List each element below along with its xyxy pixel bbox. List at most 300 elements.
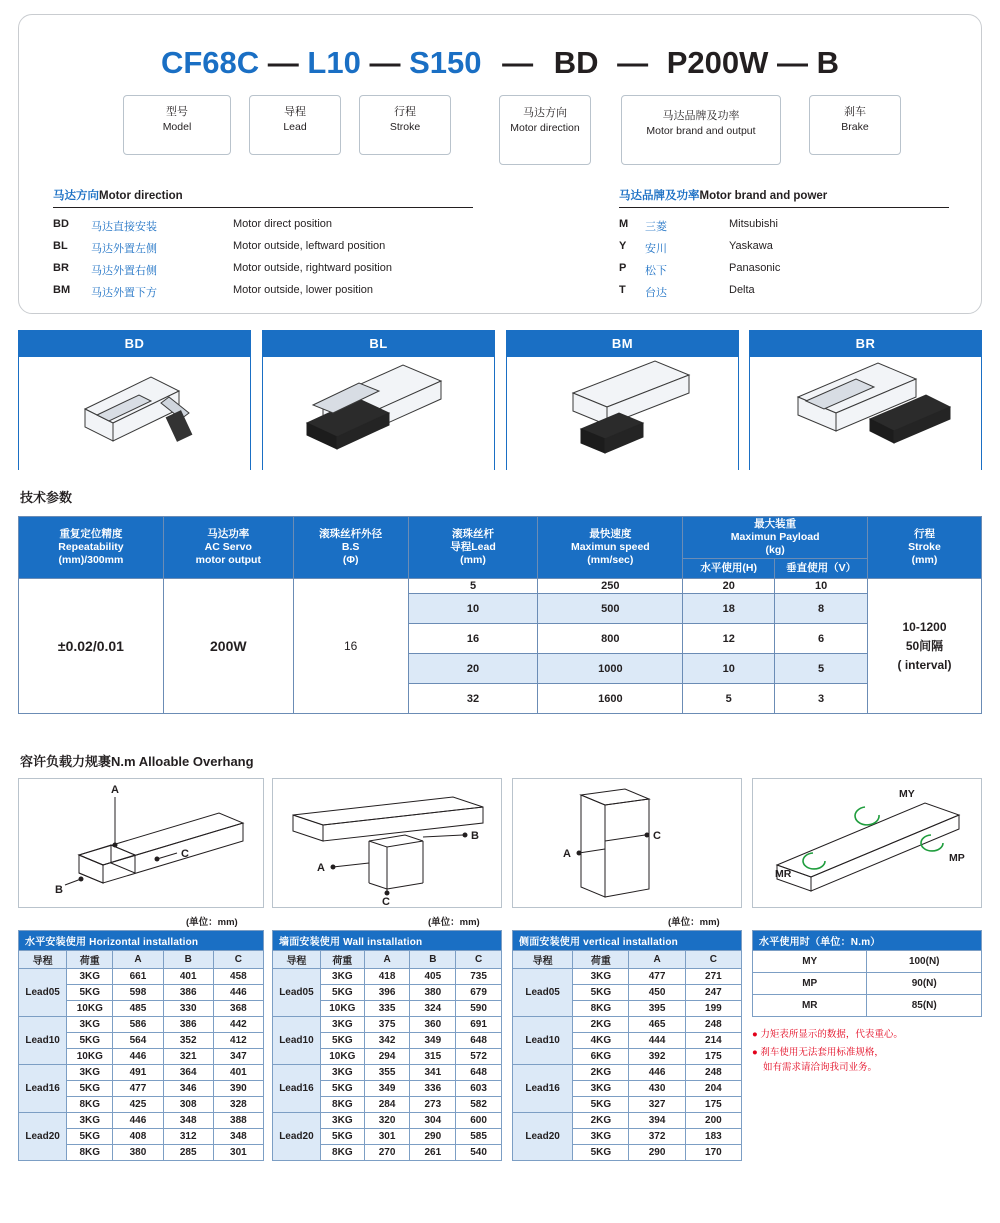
td-bs: 16 (293, 579, 408, 714)
label-c: C (181, 848, 189, 860)
cell-c: 412 (213, 1033, 263, 1049)
code-box-model (123, 95, 231, 155)
cell-lead: Lead10 (273, 1017, 321, 1065)
code-box-motor-brand-cn: 马达品牌及功率 (662, 110, 740, 122)
cell-load: 3KG (67, 1065, 113, 1081)
unit-label-wall: (单位：mm) (428, 917, 480, 928)
motor-direction-code: BL (53, 240, 68, 252)
motor-direction-cn: 马达直接安装 (91, 221, 157, 233)
td-payload-h: 18 (683, 594, 775, 624)
cell-load: 6KG (573, 1049, 629, 1065)
cell-c: 388 (213, 1113, 263, 1129)
cell-c: 368 (213, 1001, 263, 1017)
actuator-bm-drawing (507, 357, 740, 470)
td-speed: 1000 (538, 654, 683, 684)
motor-direction-cn: 马达外置下方 (91, 287, 157, 299)
dot-c (155, 857, 160, 862)
label-c: C (653, 830, 661, 842)
label-c: C (382, 896, 390, 907)
cell-moment-value: 100(N) (867, 951, 982, 973)
tech-params-title: 技术参数 (20, 490, 73, 505)
col-lead: 导程 (513, 951, 573, 969)
cell-c: 199 (685, 1001, 741, 1017)
cell-b: 349 (410, 1033, 456, 1049)
cell-a: 477 (629, 969, 685, 985)
code-box-model-cn: 型号 (166, 106, 188, 118)
code-box-lead-en: Lead (283, 120, 307, 133)
cell-load: 8KG (573, 1001, 629, 1017)
cell-load: 10KG (67, 1049, 113, 1065)
code-part-model: CF68C (160, 45, 260, 80)
td-payload-v: 10 (775, 579, 868, 594)
code-box-brake-cn: 刹车 (844, 106, 866, 118)
cell-load: 4KG (573, 1033, 629, 1049)
cell-c: 247 (685, 985, 741, 1001)
model-code-line (19, 45, 981, 81)
cell-a: 294 (364, 1049, 410, 1065)
cell-b: 315 (410, 1049, 456, 1065)
col-a: A (364, 951, 410, 969)
cell-load: 5KG (320, 1081, 364, 1097)
cell-load: 5KG (320, 1033, 364, 1049)
bullet-icon: ● (752, 1047, 758, 1059)
cell-lead: Lead16 (273, 1065, 321, 1113)
cell-b: 348 (163, 1113, 213, 1129)
table-row (513, 1113, 742, 1129)
cell-a: 425 (113, 1097, 163, 1113)
cell-b: 285 (163, 1145, 213, 1161)
motor-brand-row (619, 240, 949, 262)
cell-a: 301 (364, 1129, 410, 1145)
label-a: A (317, 862, 325, 874)
cell-load: 3KG (67, 1017, 113, 1033)
table-vertical-header-row (513, 931, 742, 951)
label-b: B (471, 830, 479, 842)
code-sep-1: — (267, 45, 299, 80)
cell-b: 261 (410, 1145, 456, 1161)
cell-load: 2KG (573, 1113, 629, 1129)
motor-direction-row (53, 262, 473, 284)
cell-c: 183 (685, 1129, 741, 1145)
motor-direction-cn: 马达外置右侧 (91, 265, 157, 277)
cell-b: 336 (410, 1081, 456, 1097)
cell-lead: Lead16 (513, 1065, 573, 1113)
th-payload-h: 水平使用(H) (683, 559, 775, 579)
th-bs: 滚珠丝杆外径 B.S (Φ) (293, 517, 408, 579)
note-text: 如有需求请洽询我司业务。 (763, 1061, 878, 1073)
motor-brand-code: P (619, 262, 627, 274)
cell-lead: Lead10 (19, 1017, 67, 1065)
dot-c (645, 833, 650, 838)
table-vertical-column-row (513, 951, 742, 969)
code-part-motor-direction: BD (553, 45, 599, 80)
cell-lead: Lead20 (273, 1113, 321, 1161)
cell-load: 3KG (573, 1081, 629, 1097)
col-c: C (685, 951, 741, 969)
cell-lead: Lead16 (19, 1065, 67, 1113)
cell-c: 446 (213, 985, 263, 1001)
th-repeatability: 重复定位精度 Repeatability (mm)/300mm (19, 517, 164, 579)
motor-brand-legend-title (619, 187, 949, 203)
table-moment-header-row (753, 931, 982, 951)
cell-c: 648 (456, 1065, 502, 1081)
cell-load: 8KG (67, 1097, 113, 1113)
cell-load: 10KG (320, 1001, 364, 1017)
cell-c: 348 (213, 1129, 263, 1145)
cell-a: 564 (113, 1033, 163, 1049)
cell-lead: Lead20 (19, 1113, 67, 1161)
code-box-stroke-cn: 行程 (394, 106, 416, 118)
cell-a: 349 (364, 1081, 410, 1097)
label-mr: MR (775, 868, 792, 880)
cell-a: 446 (629, 1065, 685, 1081)
th-motor-output: 马达功率 AC Servo motor output (163, 517, 293, 579)
table-row (513, 1065, 742, 1081)
overhang-moment-drawing (753, 779, 981, 907)
motor-brand-code: M (619, 218, 629, 230)
cell-c: 648 (456, 1033, 502, 1049)
cell-load: 3KG (573, 1129, 629, 1145)
motor-brand-en: Panasonic (729, 262, 781, 274)
code-part-lead: L10 (307, 45, 361, 80)
cell-load: 3KG (320, 969, 364, 985)
col-a: A (113, 951, 163, 969)
table-row (753, 995, 982, 1017)
code-box-stroke-en: Stroke (389, 120, 421, 133)
motor-direction-en: Motor outside, rightward position (233, 262, 392, 274)
note-text: 力矩表所显示的数据，代表重心。 (760, 1029, 903, 1040)
cell-load: 3KG (573, 969, 629, 985)
col-lead: 导程 (19, 951, 67, 969)
mount-panel-bm-label: BM (507, 331, 738, 357)
cell-load: 5KG (67, 985, 113, 1001)
cell-a: 477 (113, 1081, 163, 1097)
mount-panel-bl-image (263, 357, 494, 470)
motor-direction-code: BM (53, 284, 71, 296)
cell-c: 390 (213, 1081, 263, 1097)
cell-load: 3KG (67, 1113, 113, 1129)
cell-c: 401 (213, 1065, 263, 1081)
code-box-lead-cn: 导程 (284, 106, 306, 118)
cell-b: 273 (410, 1097, 456, 1113)
label-a: A (563, 848, 571, 860)
cell-b: 304 (410, 1113, 456, 1129)
cell-c: 603 (456, 1081, 502, 1097)
cell-a: 408 (113, 1129, 163, 1145)
cell-a: 290 (629, 1145, 685, 1161)
table-moment-header: 水平使用时（单位：N.m） (753, 931, 982, 951)
code-sep-5: — (777, 45, 809, 80)
cell-c: 585 (456, 1129, 502, 1145)
td-lead: 5 (408, 579, 538, 594)
table-row (19, 969, 264, 985)
cell-c: 572 (456, 1049, 502, 1065)
cell-a: 327 (629, 1097, 685, 1113)
cell-a: 430 (629, 1081, 685, 1097)
col-a: A (629, 951, 685, 969)
cell-load: 3KG (320, 1113, 364, 1129)
mount-panel-br-image (750, 357, 981, 470)
unit-label-vertical: (单位：mm) (668, 917, 720, 928)
code-sep-2: — (369, 45, 401, 80)
cell-c: 590 (456, 1001, 502, 1017)
motor-direction-rule (53, 207, 473, 208)
mount-panel-bl (262, 330, 495, 470)
motor-direction-title-cn: 马达方向 (53, 190, 99, 202)
motor-brand-code: T (619, 284, 626, 296)
motor-direction-row (53, 218, 473, 240)
cell-b: 386 (163, 1017, 213, 1033)
note-text: 刹车使用无法套用标准规格， (760, 1047, 884, 1059)
cell-a: 392 (629, 1049, 685, 1065)
overhang-title: 容许负载力规裹N.m Alloable Overhang (20, 754, 254, 769)
motor-direction-legend (53, 187, 473, 306)
table-moment (752, 930, 982, 1017)
td-payload-v: 5 (775, 654, 868, 684)
label-mp: MP (949, 852, 965, 864)
cell-b: 352 (163, 1033, 213, 1049)
table-vertical-installation (512, 930, 742, 1161)
table-row (19, 1065, 264, 1081)
th-payload-v: 垂直使用（V） (775, 559, 868, 579)
cell-c: 328 (213, 1097, 263, 1113)
note-line (752, 1028, 982, 1042)
label-a: A (111, 784, 119, 796)
motor-brand-title-en: Motor brand and power (699, 190, 828, 202)
cell-b: 341 (410, 1065, 456, 1081)
cell-c: 691 (456, 1017, 502, 1033)
cell-c: 540 (456, 1145, 502, 1161)
code-sep-3: — (502, 45, 534, 80)
mount-panel-br-label: BR (750, 331, 981, 357)
code-box-brake-en: Brake (841, 120, 869, 133)
mount-panel-bd-image (19, 357, 250, 470)
code-box-motor-brand (621, 95, 781, 165)
overhang-diagram-wall (272, 778, 502, 908)
motor-brand-cn: 三菱 (645, 221, 667, 233)
motor-direction-en: Motor direct position (233, 218, 333, 230)
motor-brand-row (619, 262, 949, 284)
cell-a: 485 (113, 1001, 163, 1017)
code-box-motor-direction-en: Motor direction (510, 121, 580, 134)
code-legend-boxes (19, 95, 981, 173)
code-part-brake: B (816, 45, 840, 80)
cell-load: 5KG (67, 1033, 113, 1049)
dot-b (463, 833, 468, 838)
cell-a: 375 (364, 1017, 410, 1033)
motor-brand-en: Mitsubishi (729, 218, 778, 230)
cell-c: 582 (456, 1097, 502, 1113)
motor-direction-code: BD (53, 218, 69, 230)
cell-a: 491 (113, 1065, 163, 1081)
cell-moment-label: MP (753, 973, 867, 995)
cell-load: 5KG (320, 985, 364, 1001)
cell-lead: Lead05 (513, 969, 573, 1017)
cell-load: 3KG (320, 1065, 364, 1081)
cell-a: 394 (629, 1113, 685, 1129)
cell-a: 372 (629, 1129, 685, 1145)
table-row (273, 1017, 502, 1033)
cell-a: 396 (364, 985, 410, 1001)
th-lead: 滚珠丝杆 导程Lead (mm) (408, 517, 538, 579)
actuator-bl-drawing (263, 357, 496, 470)
cell-load: 5KG (67, 1129, 113, 1145)
cell-c: 175 (685, 1097, 741, 1113)
code-box-model-en: Model (162, 120, 192, 133)
td-speed: 500 (538, 594, 683, 624)
model-code-panel (18, 14, 982, 314)
cell-b: 312 (163, 1129, 213, 1145)
cell-a: 598 (113, 985, 163, 1001)
td-speed: 1600 (538, 684, 683, 714)
cell-load: 5KG (320, 1129, 364, 1145)
mount-panel-bm (506, 330, 739, 470)
code-box-motor-direction (499, 95, 591, 165)
cell-load: 3KG (320, 1017, 364, 1033)
cell-moment-label: MR (753, 995, 867, 1017)
table-row (273, 969, 502, 985)
mount-panel-bd (18, 330, 251, 470)
cell-load: 5KG (573, 985, 629, 1001)
cell-a: 446 (113, 1049, 163, 1065)
td-stroke: 10-1200 50间隔 ( interval) (868, 579, 982, 714)
cell-a: 450 (629, 985, 685, 1001)
motor-brand-row (619, 218, 949, 240)
motor-direction-legend-title (53, 187, 473, 203)
overhang-horizontal-drawing (19, 779, 263, 907)
motor-brand-legend (619, 187, 949, 306)
cell-a: 444 (629, 1033, 685, 1049)
cell-load: 2KG (573, 1065, 629, 1081)
table-wall-header-row (273, 931, 502, 951)
cell-lead: Lead10 (513, 1017, 573, 1065)
table-wall-installation (272, 930, 502, 1161)
motor-direction-en: Motor outside, lower position (233, 284, 374, 296)
motor-brand-en: Delta (729, 284, 755, 296)
th-stroke: 行程 Stroke (mm) (868, 517, 982, 579)
cell-load: 8KG (320, 1097, 364, 1113)
cell-c: 170 (685, 1145, 741, 1161)
cell-a: 395 (629, 1001, 685, 1017)
note-line (752, 1046, 982, 1060)
motor-brand-code: Y (619, 240, 627, 252)
motor-brand-title-cn: 马达品牌及功率 (619, 190, 700, 202)
overhang-wall-drawing (273, 779, 501, 907)
cell-c: 248 (685, 1017, 741, 1033)
table-row (753, 973, 982, 995)
td-speed: 250 (538, 579, 683, 594)
cell-b: 364 (163, 1065, 213, 1081)
label-b: B (55, 884, 63, 896)
code-part-motor-brand: P200W (666, 45, 769, 80)
td-payload-h: 12 (683, 624, 775, 654)
cell-load: 5KG (573, 1145, 629, 1161)
cell-moment-value: 90(N) (867, 973, 982, 995)
cell-a: 284 (364, 1097, 410, 1113)
actuator-bd-drawing (19, 357, 252, 470)
cell-b: 360 (410, 1017, 456, 1033)
cell-moment-label: MY (753, 951, 867, 973)
motor-brand-row (619, 284, 949, 306)
cell-c: 175 (685, 1049, 741, 1065)
table-wall-column-row (273, 951, 502, 969)
cell-load: 5KG (573, 1097, 629, 1113)
motor-direction-row (53, 284, 473, 306)
cell-a: 446 (113, 1113, 163, 1129)
cell-c: 735 (456, 969, 502, 985)
td-lead: 16 (408, 624, 538, 654)
table-vertical-header: 侧面安装使用 vertical installation (513, 931, 742, 951)
cell-b: 346 (163, 1081, 213, 1097)
overhang-diagram-vertical (512, 778, 742, 908)
motor-direction-title-en: Motor direction (99, 190, 183, 202)
code-sep-4: — (617, 45, 649, 80)
cell-lead: Lead05 (19, 969, 67, 1017)
mount-panel-bl-label: BL (263, 331, 494, 357)
motor-brand-cn: 松下 (645, 265, 667, 277)
cell-a: 335 (364, 1001, 410, 1017)
cell-c: 204 (685, 1081, 741, 1097)
cell-load: 10KG (320, 1049, 364, 1065)
td-lead: 32 (408, 684, 538, 714)
cell-load: 2KG (573, 1017, 629, 1033)
table-horizontal-header-row (19, 931, 264, 951)
motor-direction-code: BR (53, 262, 69, 274)
cell-a: 661 (113, 969, 163, 985)
cell-c: 301 (213, 1145, 263, 1161)
mount-panel-bd-label: BD (19, 331, 250, 357)
th-max-speed: 最快速度 Maximun speed (mm/sec) (538, 517, 683, 579)
col-load: 荷重 (67, 951, 113, 969)
cell-a: 355 (364, 1065, 410, 1081)
table-horizontal-header: 水平安装使用 Horizontal installation (19, 931, 264, 951)
cell-c: 347 (213, 1049, 263, 1065)
overhang-diagram-moment (752, 778, 982, 908)
cell-load: 8KG (320, 1145, 364, 1161)
cell-b: 290 (410, 1129, 456, 1145)
cell-c: 248 (685, 1065, 741, 1081)
col-b: B (163, 951, 213, 969)
col-load: 荷重 (320, 951, 364, 969)
td-payload-h: 20 (683, 579, 775, 594)
bullet-icon: ● (752, 1029, 758, 1040)
cell-a: 342 (364, 1033, 410, 1049)
cell-c: 271 (685, 969, 741, 985)
label-my: MY (899, 788, 915, 800)
td-lead: 20 (408, 654, 538, 684)
cell-c: 200 (685, 1113, 741, 1129)
cell-a: 418 (364, 969, 410, 985)
col-lead: 导程 (273, 951, 321, 969)
dot-a (113, 843, 118, 848)
col-load: 荷重 (573, 951, 629, 969)
td-payload-v: 6 (775, 624, 868, 654)
cell-b: 321 (163, 1049, 213, 1065)
td-payload-h: 10 (683, 654, 775, 684)
td-speed: 800 (538, 624, 683, 654)
td-motor-output: 200W (163, 579, 293, 714)
code-box-brake (809, 95, 901, 155)
td-lead: 10 (408, 594, 538, 624)
th-payload: 最大装重 Maximun Payload (kg) (683, 517, 868, 559)
cell-b: 401 (163, 969, 213, 985)
code-box-motor-brand-en: Motor brand and output (646, 124, 756, 137)
table-row (513, 969, 742, 985)
cell-b: 405 (410, 969, 456, 985)
cell-c: 600 (456, 1113, 502, 1129)
unit-label-horizontal: (单位：mm) (186, 917, 238, 928)
motor-brand-cn: 台达 (645, 287, 667, 299)
